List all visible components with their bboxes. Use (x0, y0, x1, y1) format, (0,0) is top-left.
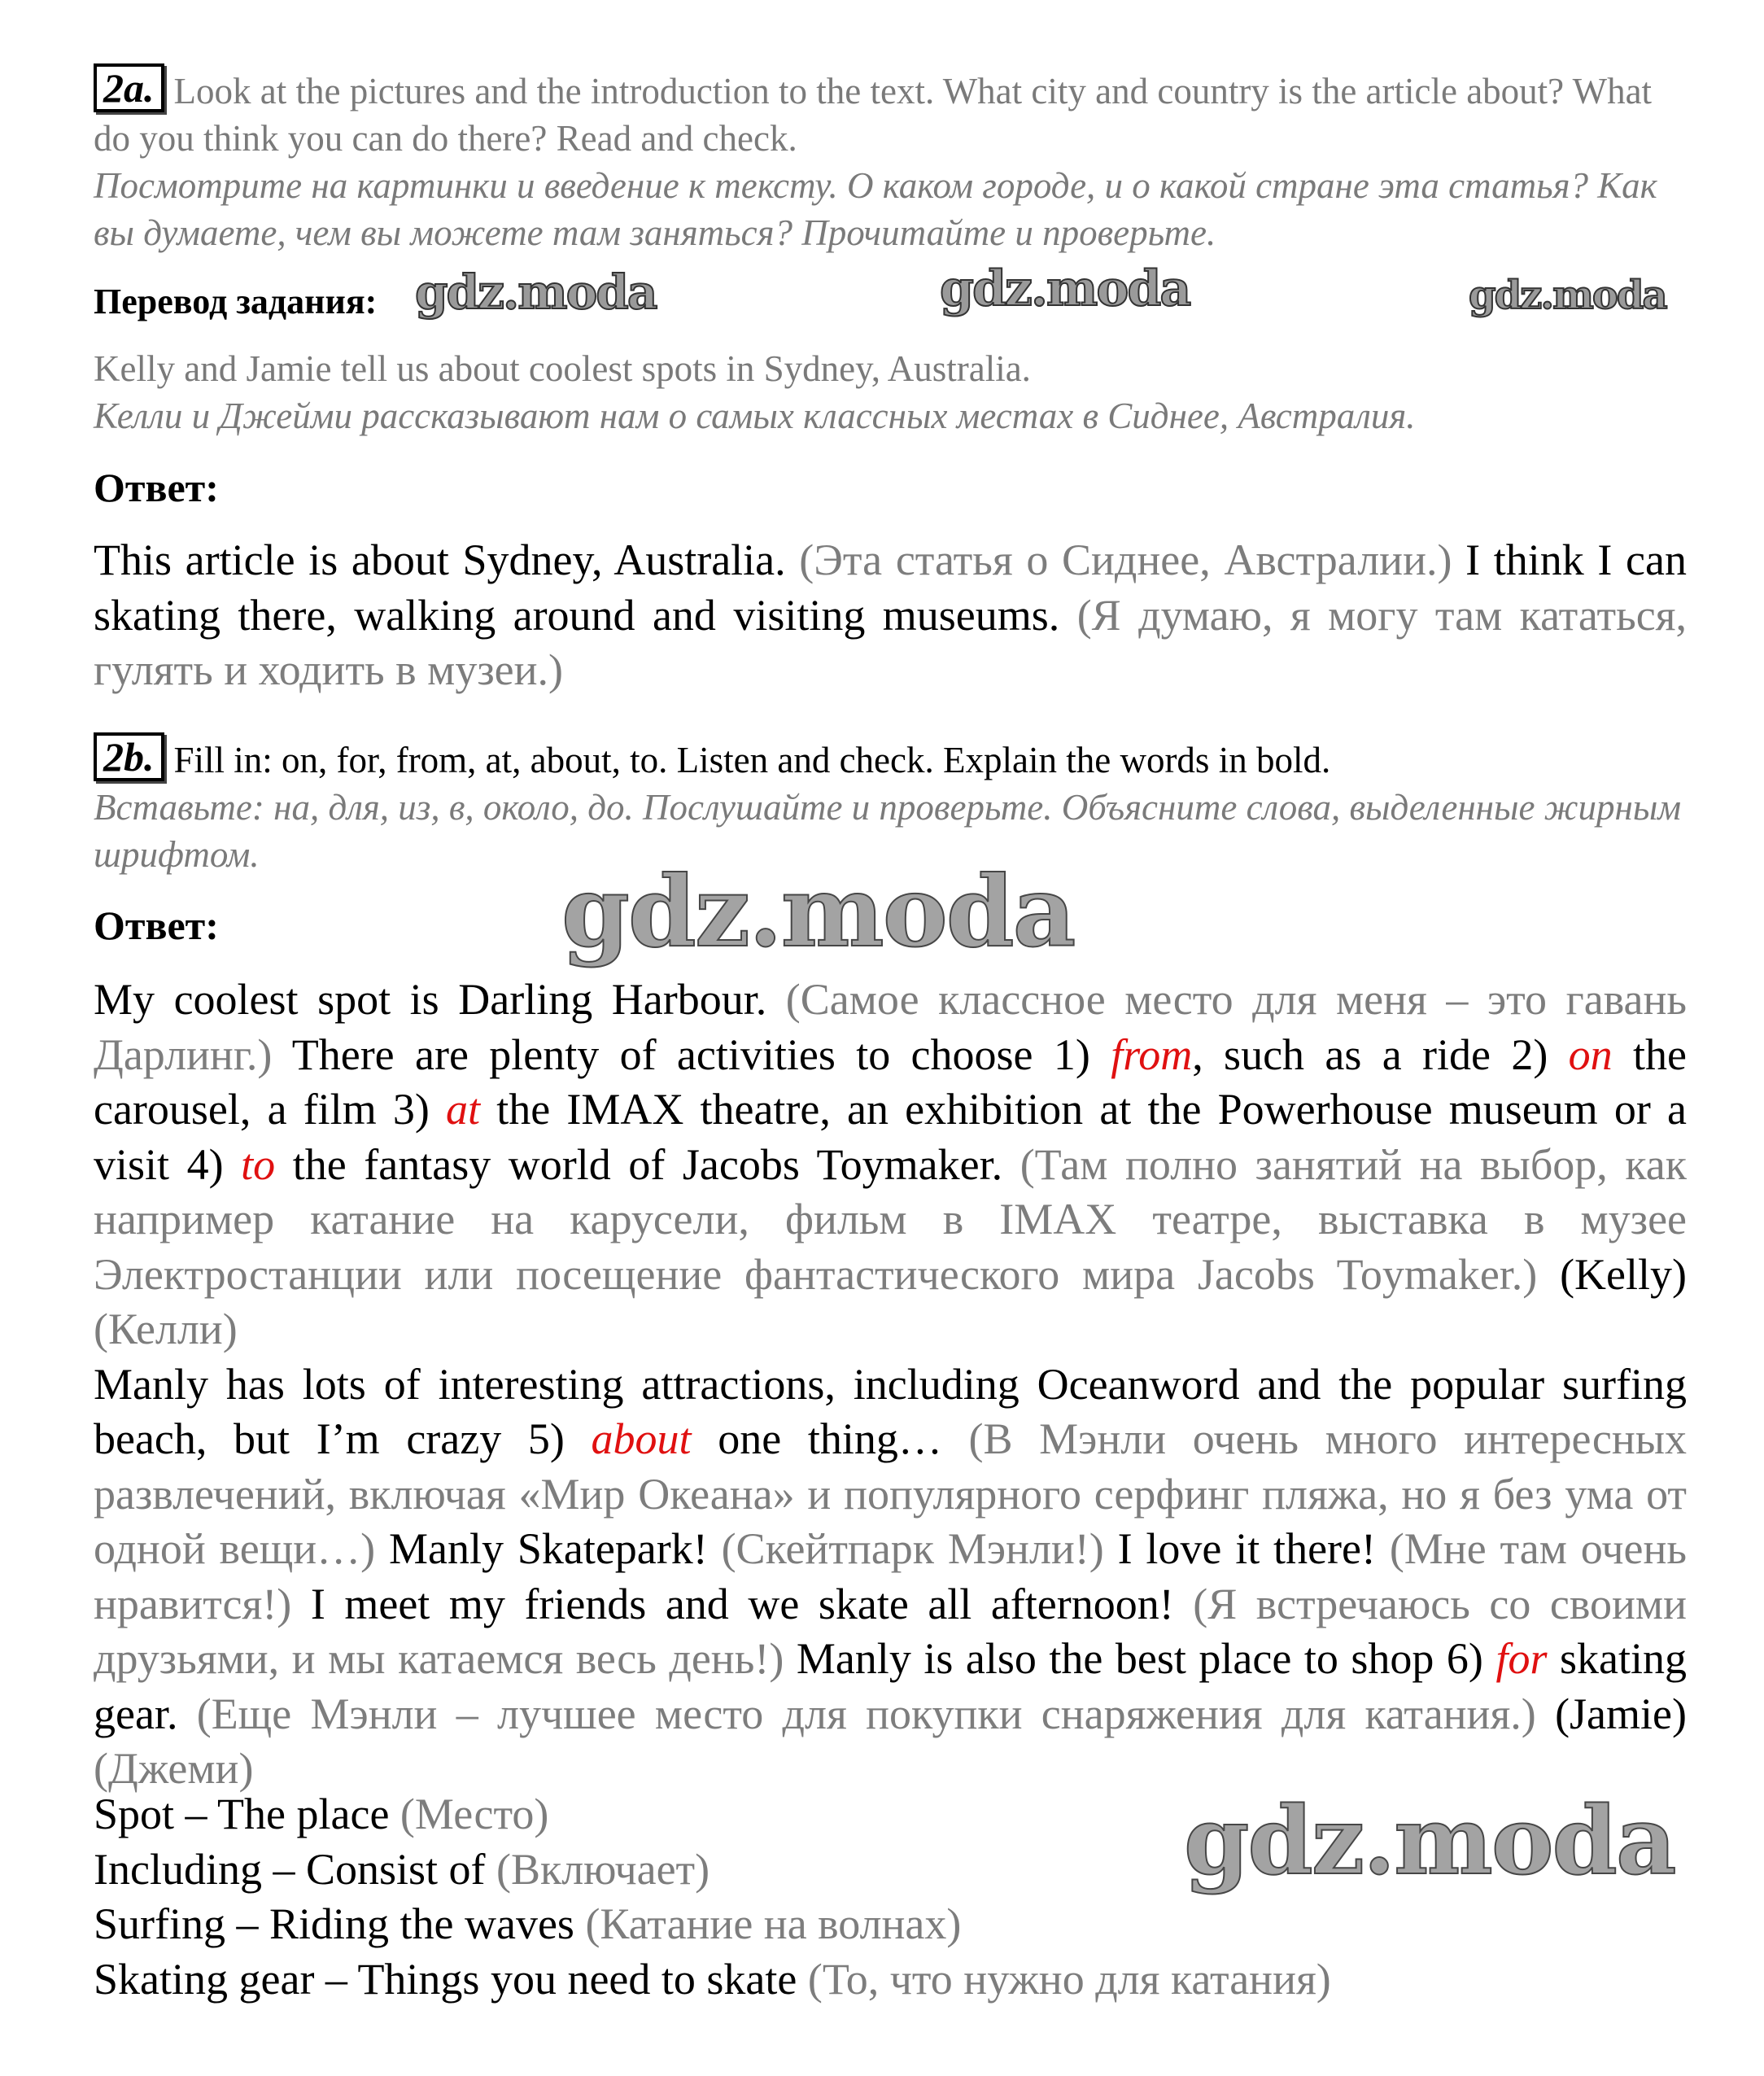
glossary-term: Surfing – Riding the waves (94, 1899, 586, 1948)
intro-en: Kelly and Jamie tell us about coolest spots in Sydney, Australia. (94, 348, 1031, 389)
glossary-translation: (Катание на волнах) (585, 1899, 962, 1948)
translation-text: (Еще Мэнли – лучшее место для покупки снаряжения для катания.) (196, 1689, 1556, 1738)
glossary-item (94, 1952, 1687, 2008)
answer-text: I think I can skating there, walking around and visiting museums. (94, 535, 1687, 640)
translation-text: (Скейтпарк Мэнли!) (721, 1524, 1118, 1573)
translation-text: (Эта статья о Сиднее, Австралии.) (799, 535, 1466, 584)
answer-heading-2b: Ответ: (94, 903, 219, 948)
answer-text: I meet my friends and we skate all afternoon! (310, 1579, 1194, 1628)
answer-text: (Jamie) (1555, 1689, 1687, 1738)
watermark: gdz.moda (1469, 273, 1666, 318)
answer-2a (94, 533, 1687, 698)
answer-text: (Kelly) (1560, 1249, 1687, 1299)
translation-text: (Самое классное место для меня – это гавань Дарлинг.) (94, 975, 1687, 1079)
watermark: gdz.moda (415, 264, 657, 320)
glossary-item (94, 1897, 1687, 1952)
glossary-translation: (То, что нужно для катания) (807, 1954, 1331, 2004)
translation-text: (Там полно занятий на выбор, как например катание на карусели, фильм в IMAX театре, выставка в музее Электростанции или посещение фантастического мира Jacobs Toymaker.) (94, 1139, 1687, 1299)
answer-2b (94, 972, 1687, 1797)
watermark: gdz.moda (1184, 1786, 1675, 1896)
task-2a-instruction-ru: Посмотрите на картинки и введение к тексту. О каком городе, и о какой стране эта статья? Как вы думаете, чем вы можете там заняться? Прочитайте и проверьте. (94, 165, 1657, 253)
filled-answer-word: about (591, 1414, 692, 1463)
translation-text: (В Мэнли очень много интересных развлечений, включая «Мир Океана» и популярного серфинг пляжа, но я без ума от одной вещи…) (94, 1414, 1688, 1573)
translation-text: (Я думаю, я могу там кататься, гулять и ходить в музеи.) (94, 590, 1688, 694)
filled-answer-word: from (1111, 1029, 1193, 1079)
answer-text: the carousel, a film 3) (94, 1029, 1687, 1134)
glossary-term: Skating gear – Things you need to skate (94, 1954, 808, 2004)
task-2a-instruction-en: Look at the pictures and the introduction to the text. What city and country is the article about? What do you think you can do there? Read and check. (94, 71, 1653, 159)
answer-text: the fantasy world of Jacobs Toymaker. (275, 1139, 1020, 1189)
answer-text: Manly is also the best place to shop 6) (796, 1634, 1496, 1683)
glossary-term: Including – Consist of (94, 1844, 496, 1894)
filled-answer-word: to (241, 1139, 276, 1189)
task-2b-instruction-ru: Вставьте: на, для, из, в, около, до. Послушайте и проверьте. Объясните слова, выделенные жирным шрифтом. (94, 787, 1682, 875)
answer-text: There are plenty of activities to choose 1) (291, 1029, 1111, 1079)
answer-heading-2a: Ответ: (94, 465, 219, 510)
task-2b-instruction-en: Fill in: on, for, from, at, about, to. Listen and check. Explain the words in bold. (173, 740, 1331, 780)
task-2a-instruction (94, 63, 1687, 256)
filled-answer-word: on (1568, 1029, 1613, 1079)
task-2a-label: 2a. (94, 63, 164, 112)
answer-text: My coolest spot is Darling Harbour. (94, 975, 786, 1024)
intro-ru: Келли и Джейми рассказывают нам о самых классных местах в Сиднее, Австралия. (94, 396, 1416, 436)
watermark: gdz.moda (561, 854, 1075, 969)
translation-text: (Мне там очень нравится!) (94, 1524, 1687, 1628)
task-2b-label: 2b. (94, 732, 164, 781)
filled-answer-word: at (446, 1085, 481, 1134)
glossary-term: Spot – The place (94, 1790, 400, 1838)
answer-text: one thing… (691, 1414, 969, 1463)
watermark: gdz.moda (940, 260, 1190, 317)
translation-text: (Джеми) (94, 1744, 254, 1793)
translation-text: (Келли) (94, 1305, 238, 1353)
glossary-translation: (Место) (400, 1790, 549, 1838)
answer-text: Manly Skatepark! (389, 1524, 722, 1573)
answer-text: the IMAX theatre, an exhibition at the Powerhouse museum or a visit 4) (94, 1085, 1687, 1189)
glossary-translation: (Включает) (496, 1844, 710, 1894)
answer-text: skating gear. (94, 1634, 1687, 1738)
filled-answer-word: for (1495, 1634, 1548, 1683)
answer-text: This article is about Sydney, Australia. (94, 535, 800, 584)
answer-text: , such as a ride 2) (1192, 1029, 1569, 1079)
translation-heading: Перевод задания: (94, 282, 378, 321)
task-2a-intro (94, 345, 1687, 439)
answer-text: Manly has lots of interesting attractions, including Oceanword and the popular surfing beach, but I’m crazy 5) (94, 1359, 1687, 1463)
answer-text: I love it there! (1117, 1524, 1390, 1573)
translation-text: (Я встречаюсь со своими друзьями, и мы катаемся весь день!) (94, 1579, 1687, 1683)
